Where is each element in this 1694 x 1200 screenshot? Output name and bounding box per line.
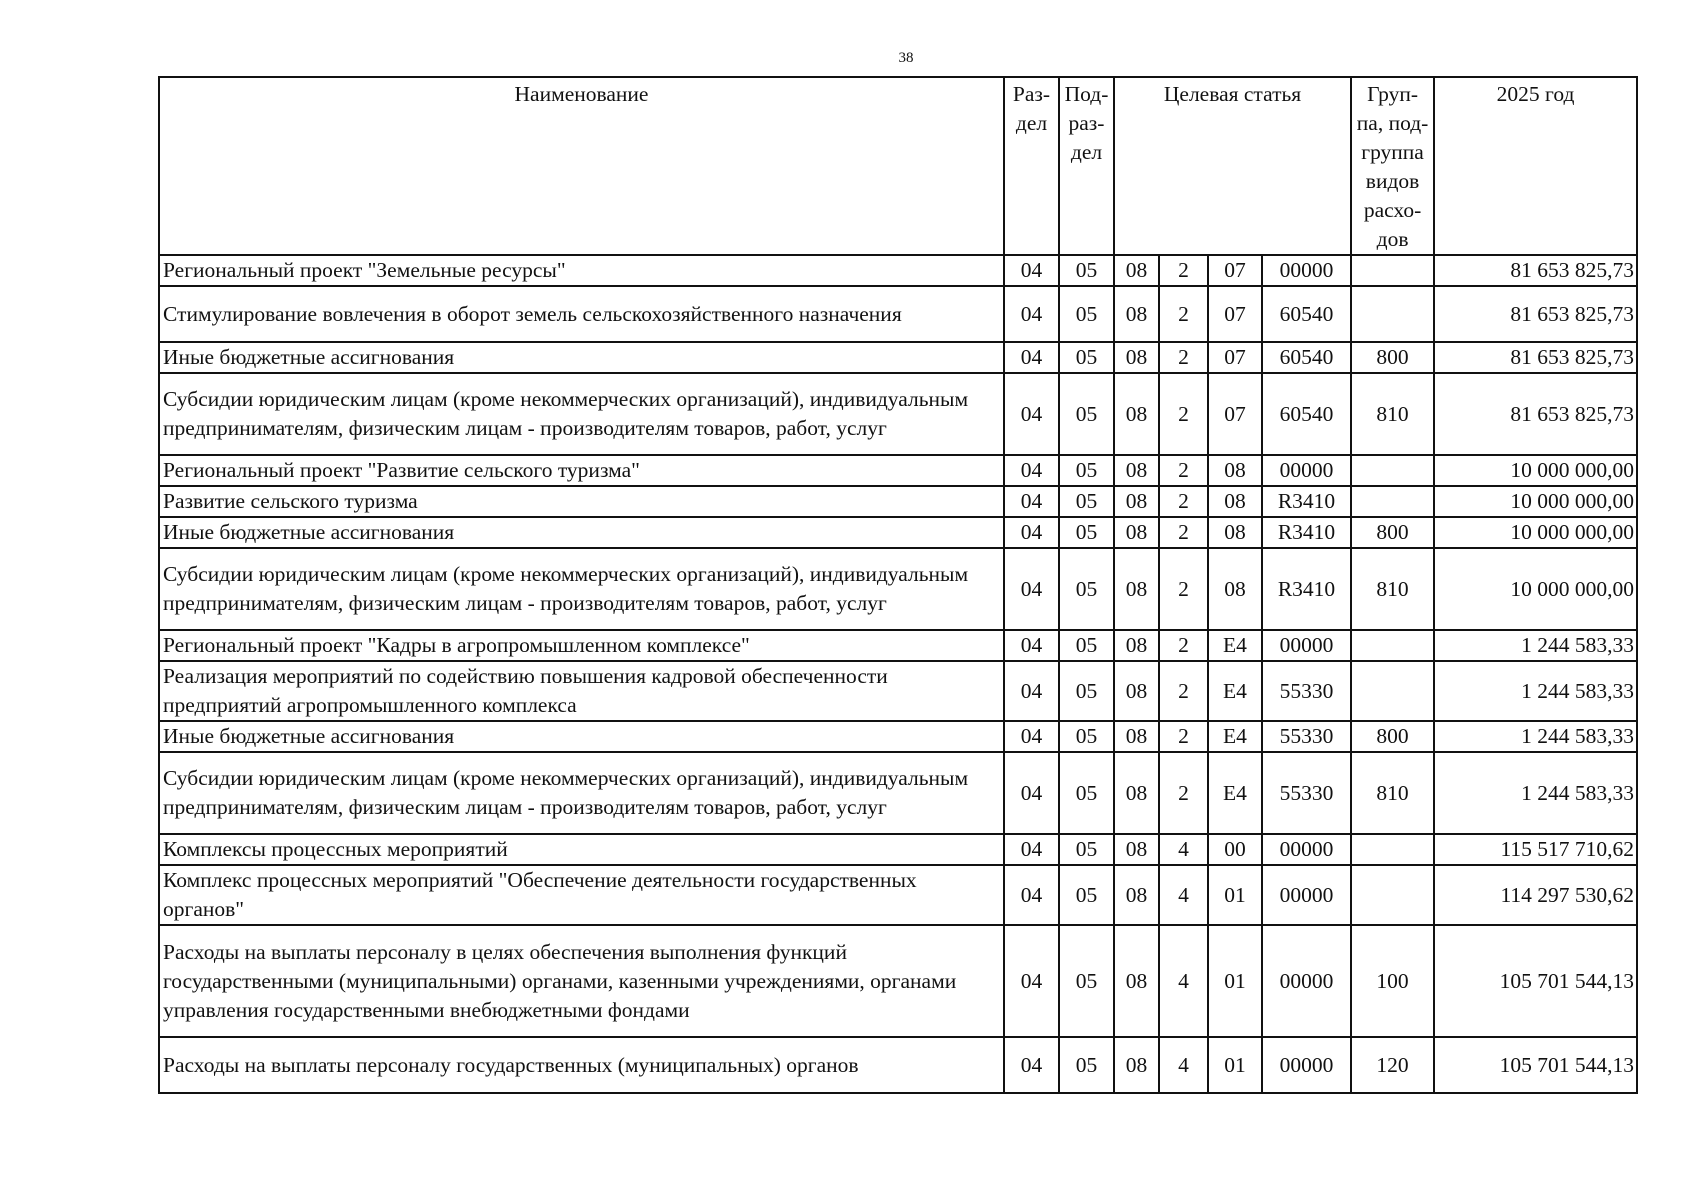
cell-target-type: 2 xyxy=(1159,455,1208,486)
cell-target-program: 08 xyxy=(1114,721,1159,752)
cell-target-structural: Е4 xyxy=(1208,661,1262,721)
cell-target-type: 2 xyxy=(1159,286,1208,342)
header-podrazdel xyxy=(1059,77,1114,255)
table-header-row xyxy=(159,77,1637,255)
cell-name: Иные бюджетные ассигнования xyxy=(159,721,1004,752)
header-group-line: расхо- xyxy=(1363,198,1422,222)
cell-amount-2025: 1 244 583,33 xyxy=(1434,752,1637,834)
cell-target-structural: 08 xyxy=(1208,517,1262,548)
cell-podrazdel: 05 xyxy=(1059,373,1114,455)
header-razdel xyxy=(1004,77,1059,255)
cell-target-type: 2 xyxy=(1159,721,1208,752)
cell-target-type: 4 xyxy=(1159,925,1208,1037)
cell-target-program: 08 xyxy=(1114,286,1159,342)
cell-name: Расходы на выплаты персоналу государственных (муниципальных) органов xyxy=(159,1037,1004,1093)
header-razdel-line: Раз- xyxy=(1012,82,1051,106)
table-row xyxy=(159,342,1637,373)
cell-target-program: 08 xyxy=(1114,630,1159,661)
cell-target-program: 08 xyxy=(1114,925,1159,1037)
cell-target-direction: 55330 xyxy=(1262,752,1351,834)
cell-name: Комплексы процессных мероприятий xyxy=(159,834,1004,865)
cell-target-direction: 55330 xyxy=(1262,661,1351,721)
cell-amount-2025: 81 653 825,73 xyxy=(1434,373,1637,455)
cell-expense-group xyxy=(1351,661,1434,721)
cell-podrazdel: 05 xyxy=(1059,834,1114,865)
cell-target-program: 08 xyxy=(1114,834,1159,865)
cell-amount-2025: 1 244 583,33 xyxy=(1434,661,1637,721)
cell-target-direction: 60540 xyxy=(1262,373,1351,455)
cell-target-type: 2 xyxy=(1159,342,1208,373)
cell-target-type: 4 xyxy=(1159,834,1208,865)
cell-name: Иные бюджетные ассигнования xyxy=(159,342,1004,373)
cell-podrazdel: 05 xyxy=(1059,630,1114,661)
cell-razdel: 04 xyxy=(1004,548,1059,630)
cell-amount-2025: 114 297 530,62 xyxy=(1434,865,1637,925)
cell-target-direction: 00000 xyxy=(1262,1037,1351,1093)
cell-target-direction: 60540 xyxy=(1262,286,1351,342)
cell-podrazdel: 05 xyxy=(1059,486,1114,517)
cell-target-program: 08 xyxy=(1114,548,1159,630)
cell-razdel: 04 xyxy=(1004,286,1059,342)
table-row xyxy=(159,630,1637,661)
header-podrazdel-line: Под- xyxy=(1064,82,1109,106)
header-name: Наименование xyxy=(159,77,1004,255)
cell-target-program: 08 xyxy=(1114,373,1159,455)
table-row xyxy=(159,1037,1637,1093)
cell-target-type: 2 xyxy=(1159,752,1208,834)
cell-expense-group xyxy=(1351,630,1434,661)
cell-target-structural: 01 xyxy=(1208,925,1262,1037)
cell-podrazdel: 05 xyxy=(1059,342,1114,373)
cell-name: Реализация мероприятий по содействию повышения кадровой обеспеченности предприятий агропромышленного комплекса xyxy=(159,661,1004,721)
header-group-line: Груп- xyxy=(1367,82,1419,106)
cell-name: Субсидии юридическим лицам (кроме некоммерческих организаций), индивидуальным предпринимателям, физическим лицам - производителям товаров, работ, услуг xyxy=(159,548,1004,630)
header-podrazdel-line: дел xyxy=(1070,140,1103,164)
cell-amount-2025: 105 701 544,13 xyxy=(1434,1037,1637,1093)
cell-razdel: 04 xyxy=(1004,517,1059,548)
table-row xyxy=(159,255,1637,286)
cell-target-structural: Е4 xyxy=(1208,630,1262,661)
table-row xyxy=(159,486,1637,517)
cell-razdel: 04 xyxy=(1004,1037,1059,1093)
cell-name: Иные бюджетные ассигнования xyxy=(159,517,1004,548)
cell-amount-2025: 105 701 544,13 xyxy=(1434,925,1637,1037)
cell-razdel: 04 xyxy=(1004,661,1059,721)
cell-podrazdel: 05 xyxy=(1059,721,1114,752)
cell-name: Региональный проект "Земельные ресурсы" xyxy=(159,255,1004,286)
cell-amount-2025: 10 000 000,00 xyxy=(1434,517,1637,548)
cell-name: Субсидии юридическим лицам (кроме некоммерческих организаций), индивидуальным предпринимателям, физическим лицам - производителям товаров, работ, услуг xyxy=(159,752,1004,834)
cell-expense-group: 800 xyxy=(1351,517,1434,548)
cell-amount-2025: 10 000 000,00 xyxy=(1434,455,1637,486)
cell-target-program: 08 xyxy=(1114,486,1159,517)
cell-target-structural: Е4 xyxy=(1208,752,1262,834)
table-row xyxy=(159,373,1637,455)
header-group-line: группа xyxy=(1361,140,1424,164)
cell-razdel: 04 xyxy=(1004,342,1059,373)
cell-amount-2025: 81 653 825,73 xyxy=(1434,286,1637,342)
header-target: Целевая статья xyxy=(1114,77,1351,255)
cell-expense-group: 810 xyxy=(1351,373,1434,455)
table-row xyxy=(159,661,1637,721)
cell-target-structural: 08 xyxy=(1208,486,1262,517)
cell-target-type: 2 xyxy=(1159,486,1208,517)
cell-target-structural: 08 xyxy=(1208,548,1262,630)
cell-expense-group xyxy=(1351,865,1434,925)
table-row xyxy=(159,286,1637,342)
cell-podrazdel: 05 xyxy=(1059,517,1114,548)
cell-expense-group: 120 xyxy=(1351,1037,1434,1093)
cell-amount-2025: 115 517 710,62 xyxy=(1434,834,1637,865)
cell-razdel: 04 xyxy=(1004,255,1059,286)
cell-podrazdel: 05 xyxy=(1059,752,1114,834)
cell-target-program: 08 xyxy=(1114,255,1159,286)
cell-expense-group: 800 xyxy=(1351,721,1434,752)
cell-target-direction: 00000 xyxy=(1262,865,1351,925)
cell-razdel: 04 xyxy=(1004,486,1059,517)
cell-target-program: 08 xyxy=(1114,752,1159,834)
cell-target-direction: R3410 xyxy=(1262,517,1351,548)
cell-expense-group xyxy=(1351,834,1434,865)
cell-razdel: 04 xyxy=(1004,721,1059,752)
cell-name: Развитие сельского туризма xyxy=(159,486,1004,517)
cell-target-structural: Е4 xyxy=(1208,721,1262,752)
table-row xyxy=(159,925,1637,1037)
cell-amount-2025: 81 653 825,73 xyxy=(1434,255,1637,286)
table-row xyxy=(159,517,1637,548)
cell-target-type: 2 xyxy=(1159,630,1208,661)
cell-target-type: 4 xyxy=(1159,865,1208,925)
cell-target-direction: 55330 xyxy=(1262,721,1351,752)
cell-podrazdel: 05 xyxy=(1059,455,1114,486)
cell-podrazdel: 05 xyxy=(1059,255,1114,286)
cell-target-type: 2 xyxy=(1159,661,1208,721)
cell-target-structural: 07 xyxy=(1208,342,1262,373)
budget-table xyxy=(158,76,1638,1094)
cell-target-direction: 00000 xyxy=(1262,255,1351,286)
cell-name: Расходы на выплаты персоналу в целях обеспечения выполнения функций государственными (муниципальными) органами, казенными учреждениями, органами управления государственными внебюджетными фондами xyxy=(159,925,1004,1037)
cell-podrazdel: 05 xyxy=(1059,1037,1114,1093)
header-razdel-line: дел xyxy=(1015,111,1048,135)
cell-expense-group: 810 xyxy=(1351,548,1434,630)
cell-target-program: 08 xyxy=(1114,865,1159,925)
cell-expense-group xyxy=(1351,455,1434,486)
cell-name: Региональный проект "Развитие сельского туризма" xyxy=(159,455,1004,486)
header-podrazdel-line: раз- xyxy=(1068,111,1105,135)
table-row xyxy=(159,721,1637,752)
cell-name: Субсидии юридическим лицам (кроме некоммерческих организаций), индивидуальным предпринимателям, физическим лицам - производителям товаров, работ, услуг xyxy=(159,373,1004,455)
cell-name: Комплекс процессных мероприятий "Обеспечение деятельности государственных органов" xyxy=(159,865,1004,925)
cell-razdel: 04 xyxy=(1004,834,1059,865)
cell-target-direction: 60540 xyxy=(1262,342,1351,373)
cell-amount-2025: 1 244 583,33 xyxy=(1434,630,1637,661)
cell-razdel: 04 xyxy=(1004,373,1059,455)
cell-target-structural: 08 xyxy=(1208,455,1262,486)
cell-target-structural: 07 xyxy=(1208,255,1262,286)
cell-expense-group xyxy=(1351,286,1434,342)
cell-podrazdel: 05 xyxy=(1059,865,1114,925)
cell-target-type: 2 xyxy=(1159,373,1208,455)
cell-target-type: 4 xyxy=(1159,1037,1208,1093)
cell-target-structural: 01 xyxy=(1208,865,1262,925)
cell-target-program: 08 xyxy=(1114,342,1159,373)
cell-target-direction: R3410 xyxy=(1262,548,1351,630)
cell-expense-group xyxy=(1351,255,1434,286)
cell-target-structural: 00 xyxy=(1208,834,1262,865)
page-number: 38 xyxy=(898,50,914,66)
cell-target-direction: R3410 xyxy=(1262,486,1351,517)
cell-razdel: 04 xyxy=(1004,752,1059,834)
cell-razdel: 04 xyxy=(1004,925,1059,1037)
cell-amount-2025: 81 653 825,73 xyxy=(1434,342,1637,373)
cell-target-program: 08 xyxy=(1114,1037,1159,1093)
cell-target-structural: 07 xyxy=(1208,373,1262,455)
table-row xyxy=(159,834,1637,865)
cell-target-structural: 01 xyxy=(1208,1037,1262,1093)
cell-amount-2025: 10 000 000,00 xyxy=(1434,486,1637,517)
cell-target-direction: 00000 xyxy=(1262,630,1351,661)
cell-podrazdel: 05 xyxy=(1059,548,1114,630)
cell-razdel: 04 xyxy=(1004,865,1059,925)
header-group-line: дов xyxy=(1376,227,1409,251)
cell-target-program: 08 xyxy=(1114,455,1159,486)
cell-podrazdel: 05 xyxy=(1059,925,1114,1037)
header-year: 2025 год xyxy=(1434,77,1637,255)
cell-target-direction: 00000 xyxy=(1262,455,1351,486)
cell-amount-2025: 10 000 000,00 xyxy=(1434,548,1637,630)
cell-target-direction: 00000 xyxy=(1262,834,1351,865)
cell-razdel: 04 xyxy=(1004,455,1059,486)
table-row xyxy=(159,865,1637,925)
cell-name: Региональный проект "Кадры в агропромышленном комплексе" xyxy=(159,630,1004,661)
cell-target-program: 08 xyxy=(1114,661,1159,721)
table-row xyxy=(159,455,1637,486)
header-group xyxy=(1351,77,1434,255)
cell-razdel: 04 xyxy=(1004,630,1059,661)
cell-podrazdel: 05 xyxy=(1059,286,1114,342)
cell-podrazdel: 05 xyxy=(1059,661,1114,721)
table-body xyxy=(159,255,1637,1093)
cell-target-program: 08 xyxy=(1114,517,1159,548)
cell-target-direction: 00000 xyxy=(1262,925,1351,1037)
cell-amount-2025: 1 244 583,33 xyxy=(1434,721,1637,752)
header-group-line: видов xyxy=(1365,169,1420,193)
cell-expense-group xyxy=(1351,486,1434,517)
table-row xyxy=(159,752,1637,834)
cell-target-type: 2 xyxy=(1159,517,1208,548)
cell-name: Стимулирование вовлечения в оборот земель сельскохозяйственного назначения xyxy=(159,286,1004,342)
table-row xyxy=(159,548,1637,630)
header-group-line: па, под- xyxy=(1356,111,1429,135)
cell-expense-group: 100 xyxy=(1351,925,1434,1037)
cell-target-structural: 07 xyxy=(1208,286,1262,342)
cell-target-type: 2 xyxy=(1159,255,1208,286)
cell-expense-group: 810 xyxy=(1351,752,1434,834)
cell-expense-group: 800 xyxy=(1351,342,1434,373)
cell-target-type: 2 xyxy=(1159,548,1208,630)
